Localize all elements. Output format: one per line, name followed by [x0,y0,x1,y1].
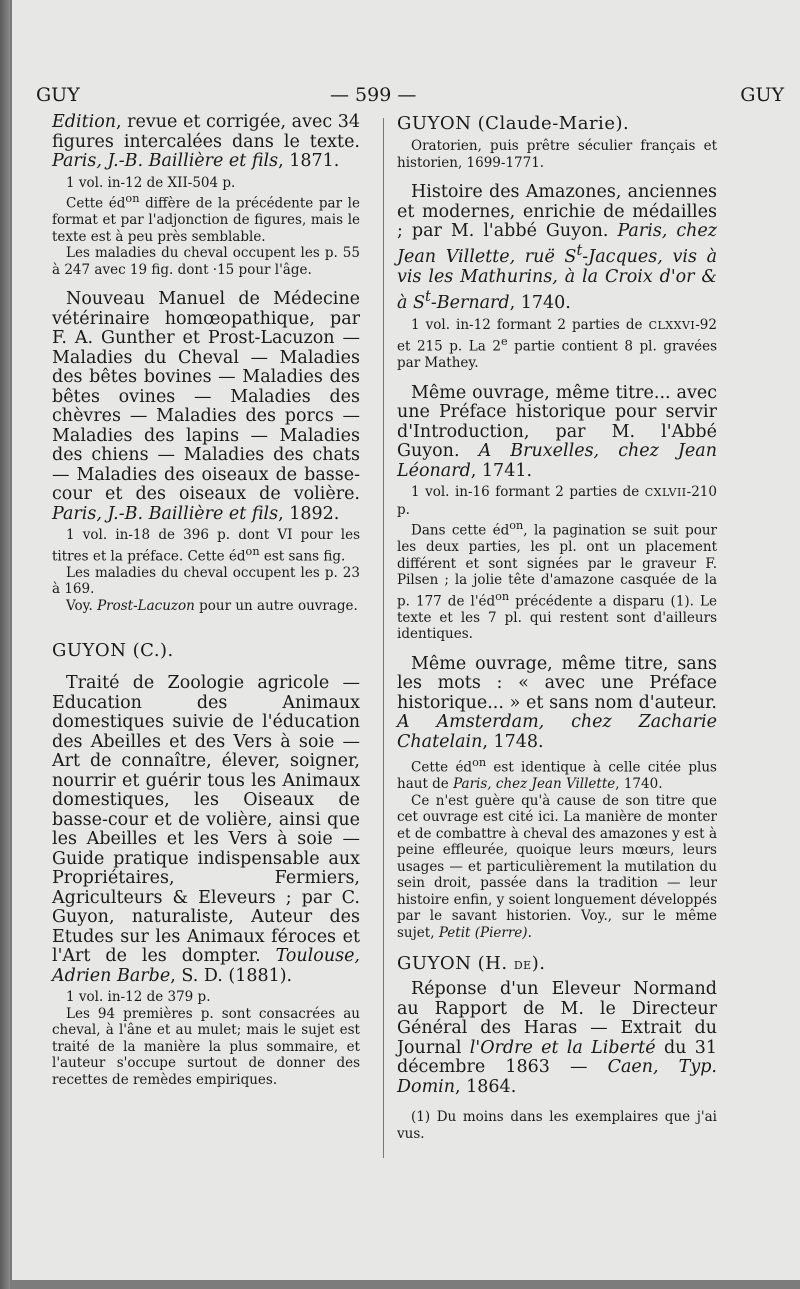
right-paragraph: (1) Du moins dans les exemplaires que j'ai vus. [397,1109,717,1142]
left-column [52,113,360,1088]
right-entry-heading: GUYON (H. DE). [397,953,546,975]
left-entry-heading: GUYON (C.). [52,640,174,661]
left-paragraph: Voy. Prost-Lacuzon pour un autre ouvrage. [66,597,358,614]
left-paragraph: Edition, revue et corrigée, avec 34 figures intercalées dans le texte. Paris, J.-B. Baillière et fils, 1871. [52,112,360,171]
header-right: GUY [740,84,784,106]
right-paragraph: Dans cette $éd^{on}$, la pagination se suit pour les deux parties, les pl. ont un placement différent et sont signées par le graveur F. Pilsen ; la jolie tête d'amazone casquée de la p. 177 de $l'éd^{on}$ précédente a disparu (1). Le texte et les 7 pl. qui restent sont d'ailleurs identiques. [397,519,717,643]
left-paragraph: Cette $éd^{on}$ diffère de la précédente par le format et par l'adjonction de figures, mais le texte est à peu près semblable. [52,192,360,245]
left-paragraph: Les maladies du cheval occupent les p. 23 à 169. [52,564,360,597]
right-paragraph: Oratorien, puis prêtre séculier français et historien, 1699-1771. [397,138,717,171]
right-paragraph: Réponse d'un Eleveur Normand au Rapport de M. le Directeur Général des Haras — Extrait du Journal l'Ordre et la Liberté du 31 décembre 1863 — Caen, Typ. Domin, 1864. [397,979,717,1097]
left-paragraph: Traité de Zoologie agricole — Education des Animaux domestiques suivie de l'éducation des Abeilles et des Vers à soie — Art de connaître, élever, soigner, nourrir et guérir tous les Animaux domestiques, les Oiseaux de basse-cour et de volière, ainsi que les Abeilles et les Vers à soie — Guide pratique indispensable aux Propriétaires, Fermiers, Agriculteurs & Eleveurs ; par C. Guyon, naturaliste, Auteur des Etudes sur les Animaux féroces et l'Art de les dompter. Toulouse, Adrien Barbe, S. D. (1881). [52,673,360,986]
left-paragraph: Nouveau Manuel de Médecine vétérinaire homœopathique, par F. A. Gunther et Prost-Lacuzon — Maladies du Cheval — Maladies des bêtes bovines — Maladies des bêtes ovines — Maladies des chèvres — Maladies des porcs — Maladies des lapins — Maladies des chiens — Maladies des chats — Maladies des oiseaux de basse-cour et des oiseaux de volière. Paris, J.-B. Baillière et fils, 1892. [52,289,360,524]
book-page [12,0,800,1280]
right-paragraph: 1 vol. in-16 formant 2 parties de CXLVII-210 p. [397,484,717,518]
header-left: GUY [36,84,80,106]
left-paragraph: 1 vol. in-18 de 396 p. dont VI pour les titres et la préface. Cette $éd^{on}$ est sans fig. [52,527,360,564]
right-paragraph: Même ouvrage, même titre, sans les mots : « avec une Préface historique... » et sans nom d'auteur. A Amsterdam, chez Zacharie Chatelain, 1748. [397,653,717,752]
running-header [12,84,800,112]
left-paragraph: 1 vol. in-12 de XII-504 p. [66,174,236,191]
right-paragraph: Histoire des Amazones, anciennes et modernes, enrichie de médailles ; par M. l'abbé Guyon. Paris, chez Jean Villette, ruë $S^t$-Jacques, vis à vis les Mathurins, à la Croix d'or & à $S^t$-Bernard, 1740. [397,182,718,314]
right-column [397,113,717,1142]
right-paragraph: Ce n'est guère qu'à cause de son titre que cet ouvrage est cité ici. La manière de monter et de combattre à cheval des amazones y est à peine effleurée, quoique leurs mœurs, leurs usages — et particulièrement la mutilation du sein droit, passée dans la tradition — leur histoire enfin, y soient longuement développés par le savant historien. Voy., sur le même sujet, Petit (Pierre). [397,792,717,941]
left-paragraph: 1 vol. in-12 de 379 p. [66,989,211,1005]
column-divider [383,118,384,1158]
left-paragraph: Les 94 premières p. sont consacrées au cheval, à l'âne et au mulet; mais le sujet est traité de la manière la plus sommaire, et l'auteur s'occupe surtout de donner des recettes de remèdes empiriques. [52,1005,360,1088]
right-entry-heading: GUYON (Claude-Marie). [397,113,630,134]
right-paragraph: 1 vol. in-12 formant 2 parties de CLXXVI-92 et 215 p. La 2e partie contient 8 pl. gravées par Mathey. [397,316,717,372]
right-paragraph: Même ouvrage, même titre... avec une Préface historique pour servir d'Introduction, par M. l'Abbé Guyon. A Bruxelles, chez Jean Léonard, 1741. [397,382,717,481]
left-paragraph: Les maladies du cheval occupent les p. 55 à 247 avec 19 fig. dont ·15 pour l'âge. [52,245,360,278]
page-edge-shadow [0,0,10,1289]
right-paragraph: Cette $éd^{on}$ est identique à celle citée plus haut de Paris, chez Jean Villette, 1740. [397,756,717,793]
page-number: — 599 — [330,84,417,106]
